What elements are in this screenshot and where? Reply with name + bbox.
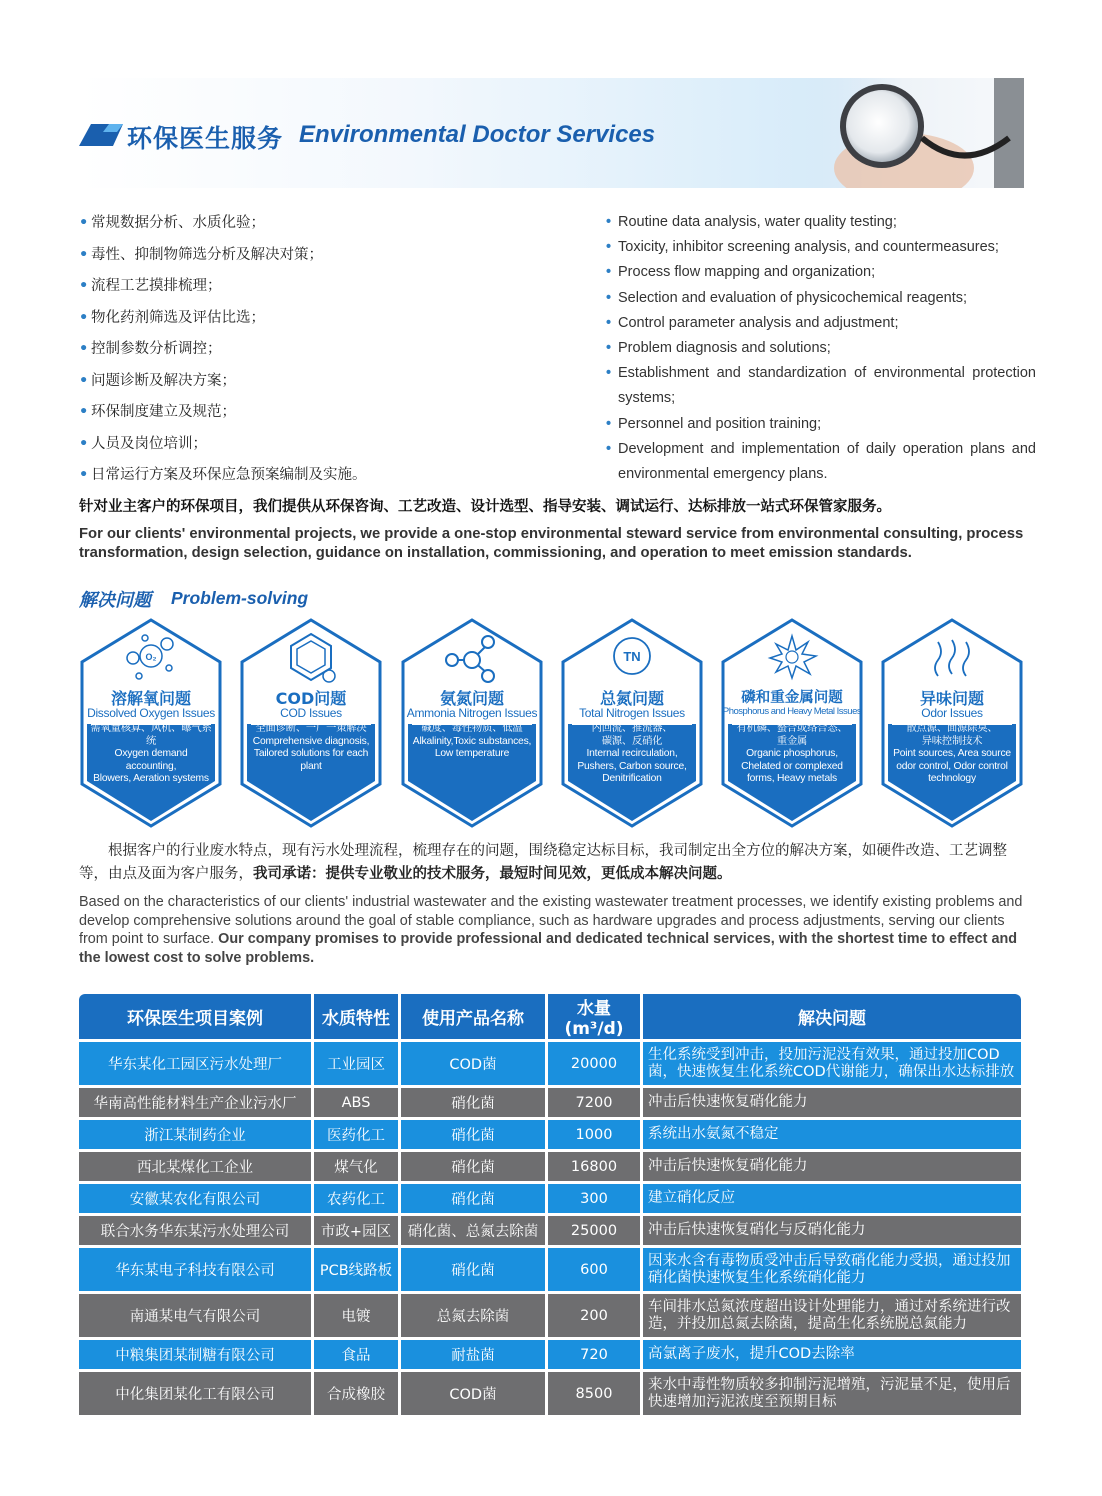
water-type-cell: 煤气化	[314, 1152, 398, 1181]
case-name-cell: 浙江某制药企业	[79, 1120, 311, 1149]
water-type-cell: 电镀	[314, 1294, 398, 1337]
table-header-row	[79, 994, 1021, 1039]
list-item: • Toxicity, inhibitor screening analysis, and countermeasures;	[606, 235, 1036, 260]
case-name-cell: 华南高性能材料生产企业污水厂	[79, 1088, 311, 1117]
table-row	[79, 1372, 1021, 1415]
water-type-cell: 医药化工	[314, 1120, 398, 1149]
icon-label: TN	[623, 649, 641, 664]
card-description	[891, 723, 1013, 786]
column-header: 解决问题	[643, 994, 1021, 1039]
paragraph-text: 根据客户的行业废水特点，现有污水处理流程，梳理存在的问题，围绕稳定达标目标，我司制定出全方位的解决方案，如硬件改造、工艺调整等，由点及面为客户服务，	[79, 843, 1007, 882]
solution-cell: 冲击后快速恢复硝化能力	[643, 1088, 1021, 1117]
product-cell: 硝化菌	[401, 1248, 545, 1291]
card-description-line: 碱度、毒性物质、低温	[421, 723, 523, 734]
card-description-line: 有机磷、螯合或络合态、	[736, 723, 848, 734]
card-title-en: Phosphorus and Heavy Metal Issues	[722, 706, 862, 717]
list-item: • 环保制度建立及规范；	[79, 397, 559, 429]
list-item: • 日常运行方案及环保应急预案编制及实施。	[79, 460, 559, 492]
card-description-line: odor control, Odor control	[896, 760, 1008, 772]
icon-label: O₂	[145, 652, 157, 662]
page-title-cn: 环保医生服务	[127, 124, 284, 153]
case-table	[76, 991, 1024, 1418]
card-description-line: Point sources, Area source	[893, 748, 1011, 760]
card-description-line: 散点源、面源除臭、	[906, 723, 998, 734]
card-description-line: Denitrification	[602, 773, 662, 785]
case-name-cell: 中粮集团某制糖有限公司	[79, 1340, 311, 1369]
card-title-en: Ammonia Nitrogen Issues	[406, 706, 538, 720]
volume-cell: 8500	[548, 1372, 640, 1415]
card-description-line: technology	[928, 773, 976, 785]
section-title-en: Problem-solving	[171, 588, 309, 608]
card-description-line: Low temperature	[434, 748, 510, 760]
list-item: • Routine data analysis, water quality testing;	[606, 210, 1036, 235]
volume-cell: 1000	[548, 1120, 640, 1149]
tn-circle-icon	[602, 628, 662, 686]
card-title-cn: 磷和重金属问题	[741, 690, 843, 706]
table-row	[79, 1184, 1021, 1213]
table-row	[79, 1340, 1021, 1369]
brand-mark-icon	[79, 124, 123, 146]
product-cell: COD菌	[401, 1042, 545, 1085]
card-description-line: 碳源、反硝化	[601, 735, 663, 747]
services-list-en	[606, 210, 1036, 487]
column-header: 水质特性	[314, 994, 398, 1039]
water-type-cell: 市政+园区	[314, 1216, 398, 1245]
solution-cell: 冲击后快速恢复硝化能力	[643, 1152, 1021, 1181]
water-type-cell: ABS	[314, 1088, 398, 1117]
table-row	[79, 1294, 1021, 1337]
list-item: • 人员及岗位培训；	[79, 429, 559, 461]
volume-cell: 20000	[548, 1042, 640, 1085]
approach-paragraph-cn	[79, 840, 1027, 886]
list-item: • 流程工艺摸排梳理；	[79, 271, 559, 303]
card-description	[411, 723, 533, 761]
product-cell: COD菌	[401, 1372, 545, 1415]
card-description	[731, 723, 853, 786]
case-name-cell: 华东某化工园区污水处理厂	[79, 1042, 311, 1085]
volume-cell: 7200	[548, 1088, 640, 1117]
card-description-line: Comprehensive diagnosis,	[252, 735, 370, 747]
solution-cell: 冲击后快速恢复硝化与反硝化能力	[643, 1216, 1021, 1245]
problem-card-dissolved-oxygen	[79, 618, 223, 828]
case-name-cell: 联合水务华东某污水处理公司	[79, 1216, 311, 1245]
card-description	[90, 723, 212, 786]
card-description-line: Organic phosphorus,	[746, 748, 838, 760]
list-item: • Personnel and position training;	[606, 412, 1036, 437]
list-item: • Selection and evaluation of physicochemical reagents;	[606, 286, 1036, 311]
card-title-cn: 总氮问题	[599, 689, 664, 708]
list-item: • Problem diagnosis and solutions;	[606, 336, 1036, 361]
product-cell: 硝化菌	[401, 1184, 545, 1213]
list-item: • 控制参数分析调控；	[79, 334, 559, 366]
solution-cell: 系统出水氨氮不稳定	[643, 1120, 1021, 1149]
card-description-line: Oxygen demand accounting,	[114, 748, 188, 772]
product-cell: 硝化菌	[401, 1152, 545, 1181]
benzene-ring-icon	[281, 628, 341, 686]
table-row	[79, 1248, 1021, 1291]
summary-cn: 针对业主客户的环保项目，我们提供从环保咨询、工艺改造、设计选型、指导安装、调试运行、达标排放一站式环保管家服务。	[79, 499, 891, 515]
card-title-cn: 异味问题	[919, 689, 984, 708]
problem-card-ammonia-nitrogen	[400, 618, 544, 828]
card-title-en: Dissolved Oxygen Issues	[87, 706, 215, 720]
card-title-cn: 溶解氧问题	[110, 689, 191, 708]
list-item: • Development and implementation of daily operation plans and environmental emergency plans.	[606, 437, 1036, 487]
card-title-cn: 氨氮问题	[439, 689, 504, 708]
splash-icon	[762, 628, 822, 686]
card-title-cn: COD问题	[275, 689, 347, 708]
table-row	[79, 1120, 1021, 1149]
header-banner	[79, 78, 1024, 188]
card-description-line: forms, Heavy metals	[746, 773, 838, 785]
volume-cell: 300	[548, 1184, 640, 1213]
card-description	[250, 723, 372, 773]
card-description-line: plant	[300, 760, 322, 772]
list-item: • 物化药剂筛选及评估比选；	[79, 303, 559, 335]
table-row	[79, 1216, 1021, 1245]
problem-card-total-nitrogen	[560, 618, 704, 828]
card-description-line: Pushers, Carbon source,	[577, 760, 687, 772]
volume-cell: 25000	[548, 1216, 640, 1245]
table-row	[79, 1152, 1021, 1181]
volume-cell: 720	[548, 1340, 640, 1369]
problem-card-odor	[880, 618, 1024, 828]
card-description-line: 内回流、推流器、	[591, 723, 673, 734]
services-list-cn	[79, 208, 559, 492]
case-name-cell: 安徽某农化有限公司	[79, 1184, 311, 1213]
product-cell: 总氮去除菌	[401, 1294, 545, 1337]
list-item: • 问题诊断及解决方案；	[79, 366, 559, 398]
water-type-cell: 食品	[314, 1340, 398, 1369]
product-cell: 硝化菌	[401, 1088, 545, 1117]
column-header: 环保医生项目案例	[79, 994, 311, 1039]
paragraph-text: Based on the characteristics of our clients' industrial wastewater and the existing wastewater treatment processes, we identify existing problems and develop comprehensive solutions around the goal of stable compliance, such as hardware upgrades and process adjustments, serving our clients from point to surface.	[79, 894, 1023, 947]
list-item: • Establishment and standardization of environmental protection systems;	[606, 361, 1036, 411]
card-description-line: Tailored solutions for each	[253, 748, 369, 760]
promise-text: 我司承诺：提供专业敬业的技术服务，最短时间见效，更低成本解决问题。	[253, 866, 732, 882]
water-type-cell: PCB线路板	[314, 1248, 398, 1291]
card-description-line: Alkalinity,Toxic substances,	[412, 735, 532, 747]
odor-waves-icon	[922, 628, 982, 686]
case-name-cell: 西北某煤化工企业	[79, 1152, 311, 1181]
solution-cell: 建立硝化反应	[643, 1184, 1021, 1213]
card-description-line: 需氧量核算、风机、曝气系统	[90, 723, 212, 747]
solution-cell: 生化系统受到冲击，投加污泥没有效果，通过投加COD菌，快速恢复生化系统COD代谢能力，确保出水达标排放	[643, 1042, 1021, 1085]
card-description-line: 异味控制技术	[921, 735, 983, 747]
card-title-en: COD Issues	[280, 706, 342, 720]
solution-cell: 高氯离子废水，提升COD去除率	[643, 1340, 1021, 1369]
card-description-line: Blowers, Aeration systems	[93, 773, 209, 785]
card-description-line: 全面诊断、一厂一策解决	[255, 723, 367, 734]
case-name-cell: 中化集团某化工有限公司	[79, 1372, 311, 1415]
page-title-en: Environmental Doctor Services	[299, 121, 656, 148]
product-cell: 硝化菌	[401, 1120, 545, 1149]
column-header: 水量(m³/d)	[548, 994, 640, 1039]
water-type-cell: 合成橡胶	[314, 1372, 398, 1415]
solution-cell: 因来水含有毒物质受冲击后导致硝化能力受损，通过投加硝化菌快速恢复生化系统硝化能力	[643, 1248, 1021, 1291]
molecule-icon	[442, 628, 502, 686]
problem-card-cod	[239, 618, 383, 828]
oxygen-bubbles-icon	[121, 628, 181, 686]
case-name-cell: 南通某电气有限公司	[79, 1294, 311, 1337]
stethoscope-photo	[804, 78, 1024, 188]
water-type-cell: 工业园区	[314, 1042, 398, 1085]
card-description-line: 重金属	[776, 735, 808, 747]
product-cell: 硝化菌、总氮去除菌	[401, 1216, 545, 1245]
column-header: 使用产品名称	[401, 994, 545, 1039]
table-row	[79, 1088, 1021, 1117]
card-description-line: Internal recirculation,	[586, 748, 678, 760]
section-title-cn: 解决问题	[79, 590, 151, 611]
approach-paragraph-en	[79, 893, 1027, 967]
list-item: • 常规数据分析、水质化验；	[79, 208, 559, 240]
promise-text: Our company promises to provide professional and dedicated technical services, with the shortest time to effect and the lowest cost to solve problems.	[79, 931, 1018, 966]
problem-card-phosphorus-metal	[720, 618, 864, 828]
product-cell: 耐盐菌	[401, 1340, 545, 1369]
volume-cell: 200	[548, 1294, 640, 1337]
case-name-cell: 华东某电子科技有限公司	[79, 1248, 311, 1291]
summary-en: For our clients' environmental projects, we provide a one-stop environmental steward service from environmental consulting, process transformation, design selection, guidance on installation, commissioning, and operation to meet emission standards.	[79, 526, 1024, 561]
water-type-cell: 农药化工	[314, 1184, 398, 1213]
card-description	[571, 723, 693, 786]
card-title-en: Odor Issues	[921, 706, 983, 720]
volume-cell: 600	[548, 1248, 640, 1291]
solution-cell: 车间排水总氮浓度超出设计处理能力，通过对系统进行改造，并投加总氮去除菌，提高生化系统脱总氮能力	[643, 1294, 1021, 1337]
volume-cell: 16800	[548, 1152, 640, 1181]
table-row	[79, 1042, 1021, 1085]
list-item: • Process flow mapping and organization;	[606, 260, 1036, 285]
list-item: • 毒性、抑制物筛选分析及解决对策；	[79, 240, 559, 272]
solution-cell: 来水中毒性物质较多抑制污泥增殖，污泥量不足，使用后快速增加污泥浓度至预期目标	[643, 1372, 1021, 1415]
list-item: • Control parameter analysis and adjustment;	[606, 311, 1036, 336]
card-description-line: Chelated or complexed	[741, 760, 843, 772]
card-title-en: Total Nitrogen Issues	[579, 706, 685, 720]
